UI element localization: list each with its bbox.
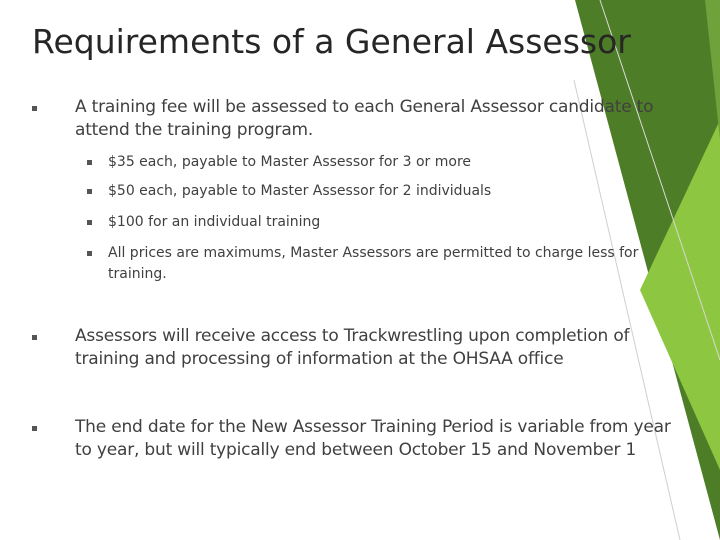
bullet-marker	[87, 220, 92, 225]
bullet-marker	[87, 251, 92, 256]
bullet-text: The end date for the New Assessor Training Period is variable from year to year, but will typically end between October 15 and November 1	[75, 417, 671, 460]
bullet-text: A training fee will be assessed to each General Assessor candidate to attend the training program.	[75, 97, 654, 140]
sub-bullet-text: $50 each, payable to Master Assessor for 2 individuals	[108, 183, 492, 199]
sub-bullet-text: $100 for an individual training	[108, 214, 321, 230]
bullet-marker	[32, 335, 37, 340]
bullet-marker	[32, 106, 37, 111]
slide-title: Requirements of a General Assessor	[32, 22, 631, 61]
bullet-marker	[32, 426, 37, 431]
sub-bullet-text: $35 each, payable to Master Assessor for 3 or more	[108, 154, 472, 170]
bullet-text: Assessors will receive access to Trackwrestling upon completion of training and processing of information at the OHSAA office	[75, 326, 630, 369]
bullet-marker	[87, 160, 92, 165]
bullet-marker	[87, 189, 92, 194]
sub-bullet-text: All prices are maximums, Master Assessors are permitted to charge less for training.	[108, 245, 639, 282]
